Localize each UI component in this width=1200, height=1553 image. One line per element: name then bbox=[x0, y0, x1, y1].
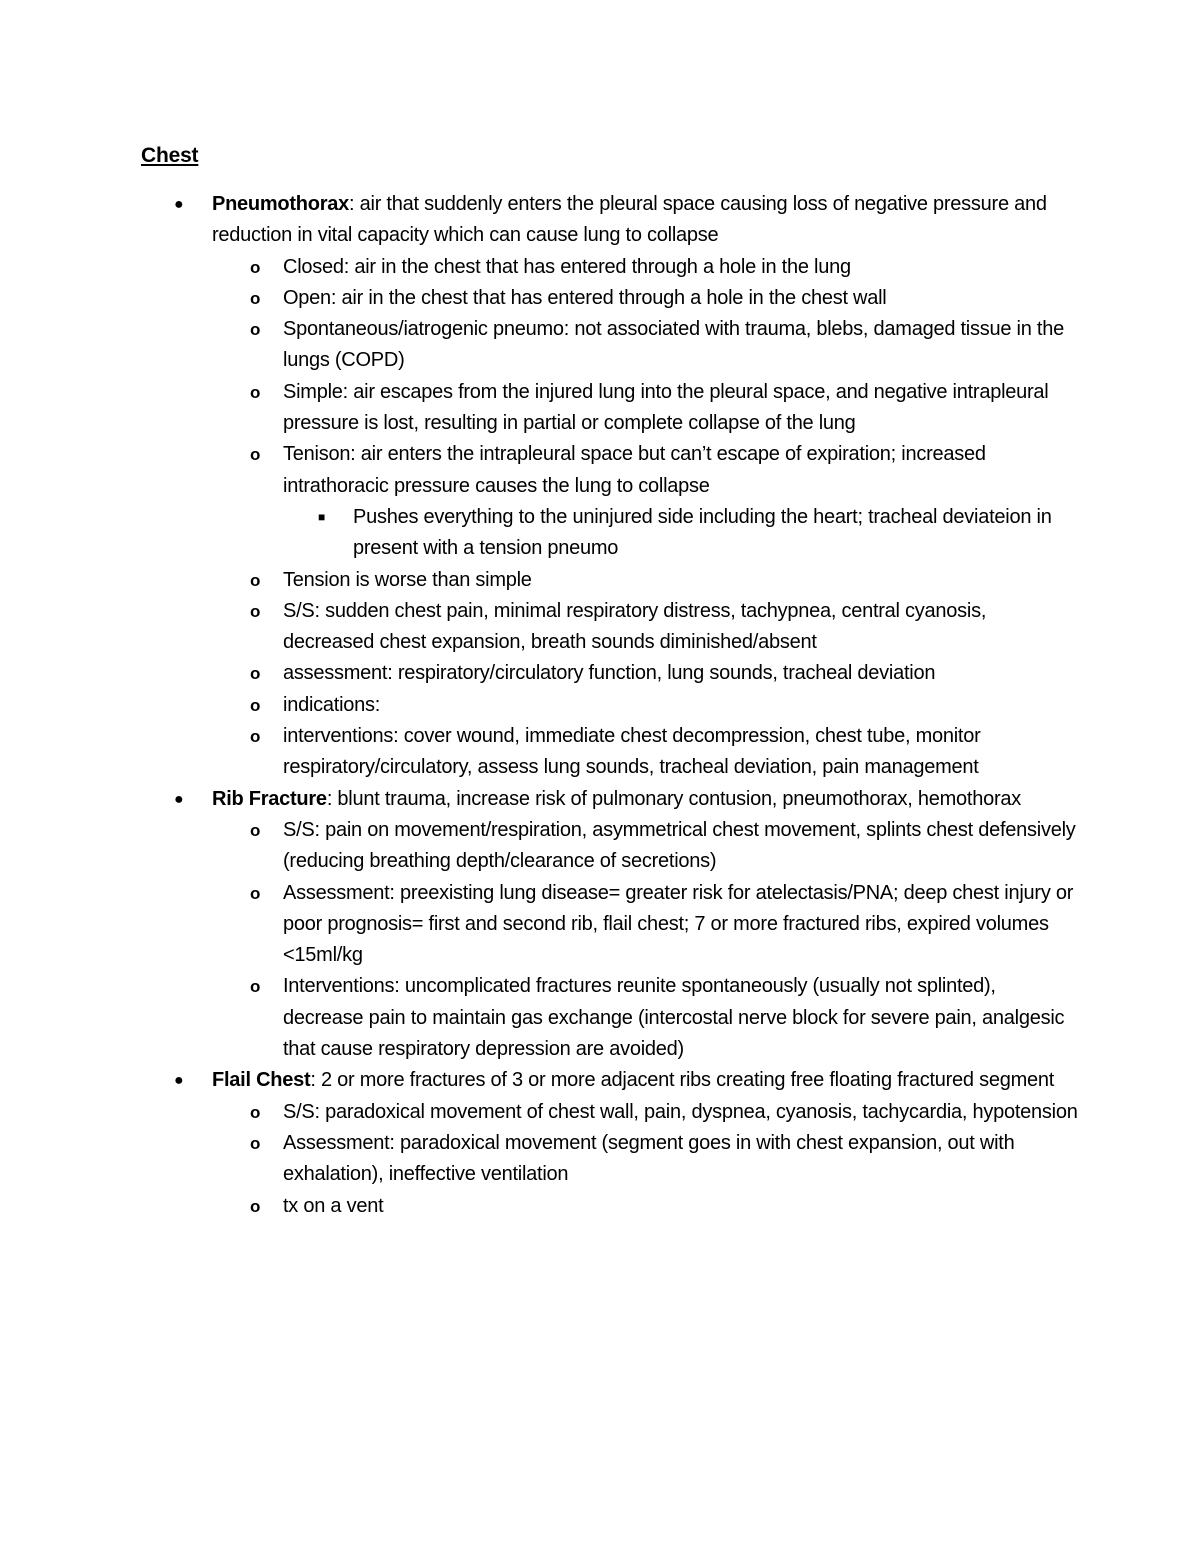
filled-bullet-icon: ● bbox=[174, 1072, 184, 1090]
hollow-bullet-icon: o bbox=[250, 727, 261, 747]
list-item bbox=[0, 1191, 1080, 1222]
list-item-text: tx on a vent bbox=[283, 1194, 384, 1217]
list-item bbox=[0, 690, 1080, 721]
term-definition: : blunt trauma, increase risk of pulmonary contusion, pneumothorax, hemothorax bbox=[326, 787, 1022, 810]
list-item-flail-chest bbox=[0, 1065, 1200, 1221]
list-item-text: assessment: respiratory/circulatory function, lung sounds, tracheal deviation bbox=[283, 662, 936, 685]
filled-bullet-icon: ● bbox=[174, 196, 184, 213]
sublist-flail-chest bbox=[212, 1097, 1080, 1222]
hollow-bullet-icon: o bbox=[250, 1133, 261, 1153]
hollow-bullet-icon: o bbox=[250, 1196, 261, 1216]
list-item bbox=[0, 252, 1080, 283]
sublist-rib-fracture bbox=[212, 815, 1080, 1065]
filled-bullet-icon: ● bbox=[174, 790, 184, 808]
list-item bbox=[0, 721, 1080, 784]
list-item bbox=[0, 1097, 1080, 1128]
hollow-bullet-icon: o bbox=[250, 664, 261, 684]
term-label: Rib Fracture bbox=[212, 787, 327, 810]
list-item bbox=[0, 658, 1080, 689]
hollow-bullet-icon: o bbox=[250, 257, 261, 277]
list-item-text: Closed: air in the chest that has entered through a hole in the lung bbox=[283, 255, 851, 278]
hollow-bullet-icon: o bbox=[250, 601, 261, 621]
list-item-text: Open: air in the chest that has entered through a hole in the chest wall bbox=[283, 286, 887, 309]
list-item bbox=[0, 596, 1080, 659]
hollow-bullet-icon: o bbox=[250, 320, 261, 340]
list-item-text: Interventions: uncomplicated fractures reunite spontaneously (usually not splinted), decrease pain to maintain gas exchange (intercostal nerve block for severe pain, analgesic that cause respiratory depression are avoided) bbox=[283, 975, 1065, 1061]
hollow-bullet-icon: o bbox=[250, 977, 261, 997]
hollow-bullet-icon: o bbox=[250, 570, 261, 590]
list-item bbox=[0, 502, 1080, 565]
list-item-text: Assessment: paradoxical movement (segment goes in with chest expansion, out with exhalation), ineffective ventilation bbox=[283, 1131, 1015, 1186]
list-item-text: Assessment: preexisting lung disease= greater risk for atelectasis/PNA; deep chest injury or poor prognosis= first and second rib, flail chest; 7 or more fractured ribs, expired volumes <15ml/kg bbox=[283, 881, 1074, 967]
page-title: Chest bbox=[141, 144, 199, 167]
list-item-text: Tension is worse than simple bbox=[283, 568, 532, 591]
list-item-text: Spontaneous/iatrogenic pneumo: not associated with trauma, blebs, damaged tissue in the lungs (COPD) bbox=[283, 318, 1064, 372]
list-item-text: Tenison: air enters the intrapleural space but can’t escape of expiration; increased intrathoracic pressure causes the lung to collapse bbox=[283, 443, 986, 497]
list-item bbox=[0, 878, 1080, 972]
term-definition: : 2 or more fractures of 3 or more adjacent ribs creating free floating fractured segment bbox=[310, 1069, 1055, 1092]
list-item bbox=[0, 815, 1080, 878]
topic-list bbox=[0, 189, 1200, 1222]
list-item bbox=[0, 565, 1080, 596]
list-item bbox=[0, 1128, 1080, 1191]
sublist-pneumothorax bbox=[212, 252, 1080, 784]
list-item-pneumothorax bbox=[0, 189, 1200, 784]
list-item-text: Pushes everything to the uninjured side including the heart; tracheal deviateion in present with a tension pneumo bbox=[353, 505, 1052, 560]
list-item bbox=[0, 283, 1080, 314]
list-item bbox=[0, 314, 1080, 377]
sublist-tension bbox=[283, 502, 1080, 565]
hollow-bullet-icon: o bbox=[250, 445, 261, 465]
square-bullet-icon: ■ bbox=[318, 509, 325, 524]
term-label: Flail Chest bbox=[212, 1069, 311, 1092]
list-item-text: indications: bbox=[283, 693, 381, 716]
list-item-text: Simple: air escapes from the injured lung into the pleural space, and negative intrapleural pressure is lost, resulting in partial or complete collapse of the lung bbox=[283, 380, 1049, 435]
hollow-bullet-icon: o bbox=[250, 820, 261, 840]
list-item-text: S/S: paradoxical movement of chest wall, pain, dyspnea, cyanosis, tachycardia, hypotension bbox=[283, 1100, 1078, 1123]
list-item-text: S/S: sudden chest pain, minimal respiratory distress, tachypnea, central cyanosis, decreased chest expansion, breath sounds diminished/absent bbox=[283, 599, 987, 654]
term-definition: : air that suddenly enters the pleural space causing loss of negative pressure and reduction in vital capacity which can cause lung to collapse bbox=[212, 193, 1047, 247]
hollow-bullet-icon: o bbox=[250, 883, 261, 903]
term-label: Pneumothorax bbox=[212, 193, 350, 215]
list-item bbox=[0, 377, 1080, 440]
hollow-bullet-icon: o bbox=[250, 1102, 261, 1122]
list-item-text: interventions: cover wound, immediate chest decompression, chest tube, monitor respiratory/circulatory, assess lung sounds, tracheal deviation, pain management bbox=[283, 725, 981, 779]
list-item-text: S/S: pain on movement/respiration, asymmetrical chest movement, splints chest defensively (reducing breathing depth/clearance of secretions) bbox=[283, 818, 1076, 873]
list-item bbox=[0, 971, 1080, 1065]
hollow-bullet-icon: o bbox=[250, 382, 261, 402]
list-item bbox=[0, 439, 1080, 564]
list-item-rib-fracture bbox=[0, 784, 1200, 1066]
hollow-bullet-icon: o bbox=[250, 288, 261, 308]
hollow-bullet-icon: o bbox=[250, 695, 261, 715]
